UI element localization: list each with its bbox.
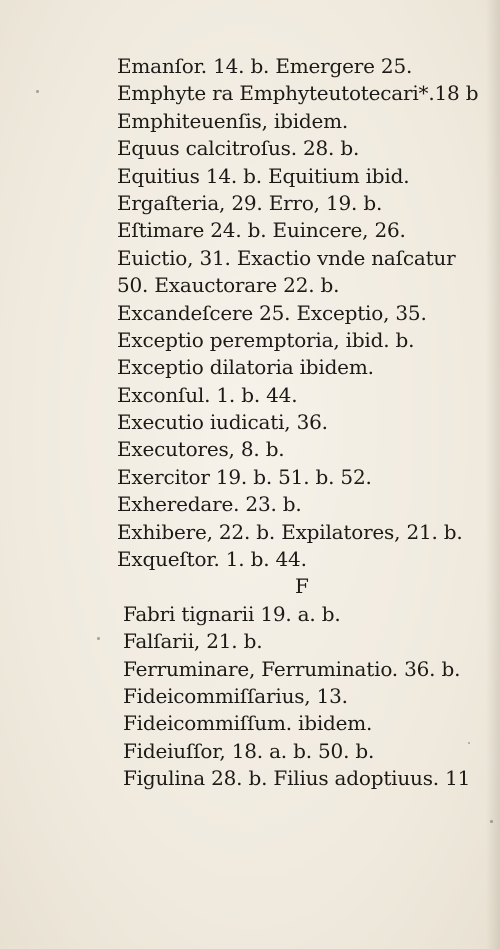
index-entry: Exqueſtor. 1. b. 44. <box>117 547 307 572</box>
index-entry: Exceptio dilatoria ibidem. <box>117 355 374 380</box>
index-entry: Ferruminare, Ferruminatio. 36. b. <box>123 656 461 681</box>
page-fold-shadow <box>486 0 500 949</box>
index-entry: Fideiuſſor, 18. a. b. 50. b. <box>123 738 375 763</box>
index-entry: Euictio, 31. Exactio vnde naſcatur <box>117 245 456 270</box>
index-entry: Emphiteuenſis, ibidem. <box>117 108 349 133</box>
index-entry: Fabri tignarii 19. a. b. <box>123 601 341 626</box>
index-entry: Fideicommiſſum. ibidem. <box>123 711 373 736</box>
index-entry: Fideicommiſſarius, 13. <box>123 683 348 708</box>
index-entry: Exceptio peremptoria, ibid. b. <box>117 327 415 352</box>
section-letter-heading: F <box>295 574 309 599</box>
index-entry: Exhibere, 22. b. Expilatores, 21. b. <box>117 519 463 544</box>
index-list <box>117 53 487 793</box>
index-entry: Falſarii, 21. b. <box>123 629 263 654</box>
ink-speck <box>490 820 493 823</box>
index-entry: Emanſor. 14. b. Emergere 25. <box>117 54 413 78</box>
index-entry: Executio iudicati, 36. <box>117 410 328 435</box>
index-entry: Exercitor 19. b. 51. b. 52. <box>117 464 372 489</box>
index-entry: Exconſul. 1. b. 44. <box>117 382 298 407</box>
index-entry: Eſtimare 24. b. Euincere, 26. <box>117 218 406 243</box>
ink-speck <box>36 90 39 93</box>
index-entry: Figulina 28. b. Filius adoptiuus. 11 <box>123 766 471 791</box>
ink-speck <box>97 637 100 640</box>
index-entry: Excandeſcere 25. Exceptio, 35. <box>117 300 427 325</box>
index-entry: Exheredare. 23. b. <box>117 492 302 517</box>
index-entry: Equus calcitroſus. 28. b. <box>117 136 360 161</box>
index-entry: Ergaſteria, 29. Erro, 19. b. <box>117 190 383 215</box>
index-entry: Equitius 14. b. Equitium ibid. <box>117 163 410 188</box>
index-entry: 50. Exauctorare 22. b. <box>117 273 340 298</box>
index-entry: Emphyte ra Emphyteutotecari*.18 b <box>117 81 479 106</box>
index-entry: Executores, 8. b. <box>117 437 285 462</box>
